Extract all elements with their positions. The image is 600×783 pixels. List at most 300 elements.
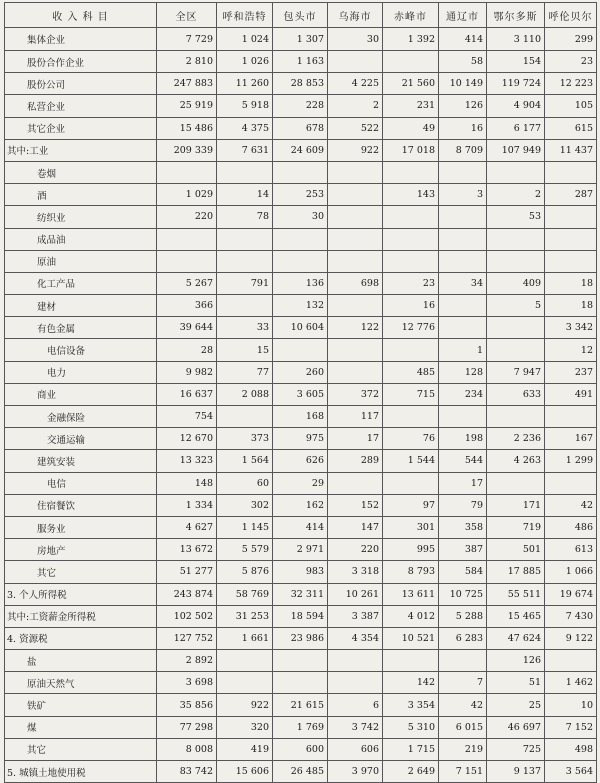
cell-hulunbuir: 3 342 xyxy=(545,317,597,339)
cell-baotou xyxy=(273,228,328,250)
cell-tongliao: 3 xyxy=(439,184,487,206)
cell-region-total: 13 672 xyxy=(157,539,217,561)
cell-hohhot xyxy=(217,228,273,250)
row-label: 交通运输 xyxy=(5,428,157,450)
cell-ordos xyxy=(487,406,545,428)
cell-chifeng: 10 521 xyxy=(383,627,439,649)
row-label: 商业 xyxy=(5,383,157,405)
cell-region-total: 5 267 xyxy=(157,272,217,294)
cell-chifeng: 49 xyxy=(383,117,439,139)
row-label: 其中:工业 xyxy=(5,139,157,161)
cell-chifeng: 143 xyxy=(383,184,439,206)
row-label: 化工产品 xyxy=(5,272,157,294)
cell-hulunbuir: 613 xyxy=(545,539,597,561)
cell-baotou: 162 xyxy=(273,494,328,516)
table-body xyxy=(5,28,597,783)
cell-tongliao: 7 151 xyxy=(439,761,487,783)
cell-tongliao xyxy=(439,206,487,228)
cell-hulunbuir: 9 122 xyxy=(545,627,597,649)
row-label: 其中:工资薪金所得税 xyxy=(5,605,157,627)
cell-baotou: 678 xyxy=(273,117,328,139)
cell-hohhot: 78 xyxy=(217,206,273,228)
cell-ordos: 2 xyxy=(487,184,545,206)
row-label: 房地产 xyxy=(5,539,157,561)
cell-baotou: 32 311 xyxy=(273,583,328,605)
cell-chifeng: 17 018 xyxy=(383,139,439,161)
cell-chifeng xyxy=(383,650,439,672)
cell-hulunbuir xyxy=(545,406,597,428)
cell-region-total: 28 xyxy=(157,339,217,361)
cell-chifeng: 1 715 xyxy=(383,738,439,760)
cell-wuhai: 3 742 xyxy=(328,716,383,738)
cell-wuhai xyxy=(328,206,383,228)
row-label: 住宿餐饮 xyxy=(5,494,157,516)
cell-wuhai: 152 xyxy=(328,494,383,516)
cell-ordos: 2 236 xyxy=(487,428,545,450)
cell-region-total: 3 698 xyxy=(157,672,217,694)
cell-baotou: 136 xyxy=(273,272,328,294)
cell-region-total: 83 742 xyxy=(157,761,217,783)
row-label: 集体企业 xyxy=(5,28,157,51)
cell-tongliao: 234 xyxy=(439,383,487,405)
cell-region-total: 366 xyxy=(157,295,217,317)
cell-hulunbuir: 1 462 xyxy=(545,672,597,694)
table-row xyxy=(5,627,597,649)
cell-ordos: 47 624 xyxy=(487,627,545,649)
cell-tongliao: 6 015 xyxy=(439,716,487,738)
row-label: 建筑安装 xyxy=(5,450,157,472)
header-baotou: 包头市 xyxy=(273,3,328,28)
cell-region-total xyxy=(157,161,217,183)
cell-tongliao: 126 xyxy=(439,95,487,117)
cell-tongliao: 16 xyxy=(439,117,487,139)
cell-region-total: 1 029 xyxy=(157,184,217,206)
table-row xyxy=(5,228,597,250)
cell-hulunbuir: 10 xyxy=(545,694,597,716)
cell-tongliao: 584 xyxy=(439,561,487,583)
cell-ordos: 51 xyxy=(487,672,545,694)
row-label: 其它 xyxy=(5,561,157,583)
cell-hulunbuir: 18 xyxy=(545,272,597,294)
table-row xyxy=(5,117,597,139)
cell-wuhai xyxy=(328,672,383,694)
cell-hulunbuir: 491 xyxy=(545,383,597,405)
cell-region-total: 51 277 xyxy=(157,561,217,583)
cell-tongliao: 387 xyxy=(439,539,487,561)
cell-ordos: 4 904 xyxy=(487,95,545,117)
row-label: 盐 xyxy=(5,650,157,672)
cell-hohhot: 302 xyxy=(217,494,273,516)
table-row xyxy=(5,738,597,760)
cell-hulunbuir xyxy=(545,228,597,250)
cell-region-total: 754 xyxy=(157,406,217,428)
table-row xyxy=(5,95,597,117)
row-label: 有色金属 xyxy=(5,317,157,339)
cell-tongliao: 414 xyxy=(439,28,487,51)
cell-ordos xyxy=(487,228,545,250)
row-label: 股份合作企业 xyxy=(5,51,157,73)
cell-ordos: 633 xyxy=(487,383,545,405)
cell-wuhai: 3 387 xyxy=(328,605,383,627)
cell-chifeng: 16 xyxy=(383,295,439,317)
table-row xyxy=(5,694,597,716)
cell-ordos: 15 465 xyxy=(487,605,545,627)
cell-baotou: 18 594 xyxy=(273,605,328,627)
table-row xyxy=(5,472,597,494)
cell-baotou xyxy=(273,672,328,694)
cell-wuhai xyxy=(328,339,383,361)
cell-chifeng: 97 xyxy=(383,494,439,516)
cell-hulunbuir xyxy=(545,161,597,183)
cell-tongliao: 219 xyxy=(439,738,487,760)
table-row xyxy=(5,73,597,95)
header-revenue-item: 收 入 科 目 xyxy=(5,3,157,28)
cell-ordos: 119 724 xyxy=(487,73,545,95)
cell-region-total: 148 xyxy=(157,472,217,494)
cell-hohhot: 15 xyxy=(217,339,273,361)
header-region-total: 全区 xyxy=(157,3,217,28)
cell-chifeng: 231 xyxy=(383,95,439,117)
cell-region-total: 77 298 xyxy=(157,716,217,738)
cell-hohhot: 5 579 xyxy=(217,539,273,561)
row-label: 3. 个人所得税 xyxy=(5,583,157,605)
cell-tongliao: 5 288 xyxy=(439,605,487,627)
cell-hulunbuir: 23 xyxy=(545,51,597,73)
cell-ordos xyxy=(487,250,545,272)
table-row xyxy=(5,161,597,183)
cell-region-total: 9 982 xyxy=(157,361,217,383)
cell-hulunbuir: 1 299 xyxy=(545,450,597,472)
cell-wuhai: 3 970 xyxy=(328,761,383,783)
cell-chifeng: 8 793 xyxy=(383,561,439,583)
cell-hohhot: 1 145 xyxy=(217,516,273,538)
table-row xyxy=(5,295,597,317)
cell-wuhai xyxy=(328,250,383,272)
cell-hulunbuir xyxy=(545,206,597,228)
table-row xyxy=(5,28,597,51)
cell-region-total: 7 729 xyxy=(157,28,217,51)
cell-ordos: 154 xyxy=(487,51,545,73)
cell-hohhot xyxy=(217,406,273,428)
row-label: 5. 城镇土地使用税 xyxy=(5,761,157,783)
cell-hulunbuir: 12 223 xyxy=(545,73,597,95)
cell-ordos xyxy=(487,161,545,183)
cell-tongliao: 17 xyxy=(439,472,487,494)
cell-chifeng xyxy=(383,51,439,73)
table-row xyxy=(5,761,597,783)
cell-ordos xyxy=(487,339,545,361)
cell-hohhot: 11 260 xyxy=(217,73,273,95)
cell-hohhot: 5 876 xyxy=(217,561,273,583)
cell-ordos: 4 263 xyxy=(487,450,545,472)
cell-wuhai: 289 xyxy=(328,450,383,472)
cell-baotou: 168 xyxy=(273,406,328,428)
cell-ordos: 107 949 xyxy=(487,139,545,161)
cell-baotou: 29 xyxy=(273,472,328,494)
cell-baotou: 10 604 xyxy=(273,317,328,339)
row-label: 纺织业 xyxy=(5,206,157,228)
cell-region-total: 209 339 xyxy=(157,139,217,161)
cell-chifeng xyxy=(383,228,439,250)
row-label: 电信设备 xyxy=(5,339,157,361)
cell-chifeng: 142 xyxy=(383,672,439,694)
cell-region-total: 12 670 xyxy=(157,428,217,450)
cell-tongliao: 58 xyxy=(439,51,487,73)
tax-revenue-table xyxy=(4,2,597,783)
cell-baotou xyxy=(273,250,328,272)
cell-tongliao: 128 xyxy=(439,361,487,383)
table-row xyxy=(5,250,597,272)
cell-baotou: 21 615 xyxy=(273,694,328,716)
cell-region-total: 102 502 xyxy=(157,605,217,627)
table-row xyxy=(5,561,597,583)
cell-hulunbuir xyxy=(545,250,597,272)
cell-wuhai: 606 xyxy=(328,738,383,760)
cell-baotou xyxy=(273,161,328,183)
row-label: 原油天然气 xyxy=(5,672,157,694)
table-header-row xyxy=(5,3,597,28)
header-wuhai: 乌海市 xyxy=(328,3,383,28)
cell-region-total: 8 008 xyxy=(157,738,217,760)
cell-hulunbuir: 18 xyxy=(545,295,597,317)
cell-baotou: 1 769 xyxy=(273,716,328,738)
cell-tongliao: 79 xyxy=(439,494,487,516)
cell-hulunbuir: 11 437 xyxy=(545,139,597,161)
cell-hohhot: 1 564 xyxy=(217,450,273,472)
cell-baotou: 228 xyxy=(273,95,328,117)
cell-baotou: 600 xyxy=(273,738,328,760)
cell-chifeng: 2 649 xyxy=(383,761,439,783)
cell-ordos: 171 xyxy=(487,494,545,516)
row-label: 建材 xyxy=(5,295,157,317)
table-row xyxy=(5,494,597,516)
table-row xyxy=(5,361,597,383)
cell-baotou: 30 xyxy=(273,206,328,228)
cell-wuhai: 6 xyxy=(328,694,383,716)
table-row xyxy=(5,206,597,228)
cell-wuhai xyxy=(328,51,383,73)
cell-hulunbuir: 615 xyxy=(545,117,597,139)
cell-region-total: 243 874 xyxy=(157,583,217,605)
cell-region-total: 127 752 xyxy=(157,627,217,649)
table-row xyxy=(5,605,597,627)
cell-hohhot: 2 088 xyxy=(217,383,273,405)
cell-chifeng: 12 776 xyxy=(383,317,439,339)
cell-chifeng xyxy=(383,472,439,494)
cell-ordos xyxy=(487,317,545,339)
table-row xyxy=(5,317,597,339)
cell-chifeng: 715 xyxy=(383,383,439,405)
cell-region-total: 2 892 xyxy=(157,650,217,672)
cell-chifeng: 21 560 xyxy=(383,73,439,95)
cell-hulunbuir: 486 xyxy=(545,516,597,538)
cell-baotou: 28 853 xyxy=(273,73,328,95)
cell-region-total: 13 323 xyxy=(157,450,217,472)
cell-hohhot: 77 xyxy=(217,361,273,383)
row-label: 酒 xyxy=(5,184,157,206)
cell-tongliao: 42 xyxy=(439,694,487,716)
cell-ordos: 7 947 xyxy=(487,361,545,383)
cell-ordos xyxy=(487,472,545,494)
cell-region-total: 2 810 xyxy=(157,51,217,73)
cell-baotou: 626 xyxy=(273,450,328,472)
table-row xyxy=(5,539,597,561)
table-row xyxy=(5,383,597,405)
cell-wuhai: 10 261 xyxy=(328,583,383,605)
cell-wuhai: 698 xyxy=(328,272,383,294)
cell-ordos: 501 xyxy=(487,539,545,561)
cell-wuhai xyxy=(328,472,383,494)
cell-chifeng: 4 012 xyxy=(383,605,439,627)
cell-tongliao: 198 xyxy=(439,428,487,450)
table-row xyxy=(5,716,597,738)
cell-ordos: 25 xyxy=(487,694,545,716)
header-tongliao: 通辽市 xyxy=(439,3,487,28)
cell-chifeng: 1 392 xyxy=(383,28,439,51)
cell-baotou: 975 xyxy=(273,428,328,450)
row-label: 铁矿 xyxy=(5,694,157,716)
cell-wuhai: 372 xyxy=(328,383,383,405)
cell-hohhot: 1 024 xyxy=(217,28,273,51)
cell-wuhai xyxy=(328,361,383,383)
cell-hohhot: 60 xyxy=(217,472,273,494)
cell-region-total: 15 486 xyxy=(157,117,217,139)
cell-hulunbuir: 19 674 xyxy=(545,583,597,605)
row-label: 服务业 xyxy=(5,516,157,538)
cell-baotou: 260 xyxy=(273,361,328,383)
cell-hohhot: 14 xyxy=(217,184,273,206)
cell-baotou: 983 xyxy=(273,561,328,583)
row-label: 煤 xyxy=(5,716,157,738)
cell-ordos: 9 137 xyxy=(487,761,545,783)
table-row xyxy=(5,450,597,472)
cell-wuhai: 147 xyxy=(328,516,383,538)
cell-ordos: 3 110 xyxy=(487,28,545,51)
cell-region-total: 39 644 xyxy=(157,317,217,339)
cell-wuhai: 2 xyxy=(328,95,383,117)
cell-hohhot xyxy=(217,161,273,183)
table-row xyxy=(5,184,597,206)
cell-hohhot: 1 661 xyxy=(217,627,273,649)
cell-baotou: 253 xyxy=(273,184,328,206)
table-row xyxy=(5,272,597,294)
cell-region-total: 16 637 xyxy=(157,383,217,405)
header-hohhot: 呼和浩特 xyxy=(217,3,273,28)
row-label: 成品油 xyxy=(5,228,157,250)
cell-wuhai: 4 225 xyxy=(328,73,383,95)
cell-baotou: 23 986 xyxy=(273,627,328,649)
cell-chifeng: 301 xyxy=(383,516,439,538)
cell-tongliao xyxy=(439,161,487,183)
table-row xyxy=(5,51,597,73)
cell-hohhot xyxy=(217,650,273,672)
cell-hohhot: 31 253 xyxy=(217,605,273,627)
cell-hulunbuir: 12 xyxy=(545,339,597,361)
cell-chifeng xyxy=(383,250,439,272)
row-label: 其它企业 xyxy=(5,117,157,139)
cell-hohhot: 320 xyxy=(217,716,273,738)
cell-tongliao xyxy=(439,317,487,339)
cell-region-total: 25 919 xyxy=(157,95,217,117)
cell-hulunbuir: 7 430 xyxy=(545,605,597,627)
cell-wuhai: 122 xyxy=(328,317,383,339)
cell-chifeng xyxy=(383,406,439,428)
cell-hohhot: 791 xyxy=(217,272,273,294)
header-chifeng: 赤峰市 xyxy=(383,3,439,28)
cell-hulunbuir: 7 152 xyxy=(545,716,597,738)
cell-tongliao: 34 xyxy=(439,272,487,294)
row-label: 原油 xyxy=(5,250,157,272)
cell-wuhai xyxy=(328,184,383,206)
cell-ordos: 55 511 xyxy=(487,583,545,605)
cell-hulunbuir: 3 564 xyxy=(545,761,597,783)
cell-chifeng: 13 611 xyxy=(383,583,439,605)
cell-wuhai xyxy=(328,161,383,183)
cell-ordos: 6 177 xyxy=(487,117,545,139)
cell-chifeng: 3 354 xyxy=(383,694,439,716)
cell-wuhai: 3 318 xyxy=(328,561,383,583)
cell-wuhai xyxy=(328,228,383,250)
cell-baotou: 24 609 xyxy=(273,139,328,161)
cell-wuhai: 30 xyxy=(328,28,383,51)
cell-chifeng: 23 xyxy=(383,272,439,294)
table-row xyxy=(5,672,597,694)
cell-baotou: 26 485 xyxy=(273,761,328,783)
table-row xyxy=(5,339,597,361)
cell-hulunbuir: 42 xyxy=(545,494,597,516)
cell-ordos: 17 885 xyxy=(487,561,545,583)
cell-hulunbuir xyxy=(545,650,597,672)
header-ordos: 鄂尔多斯 xyxy=(487,3,545,28)
cell-wuhai: 522 xyxy=(328,117,383,139)
cell-wuhai: 220 xyxy=(328,539,383,561)
cell-tongliao: 7 xyxy=(439,672,487,694)
table-row xyxy=(5,583,597,605)
cell-tongliao xyxy=(439,228,487,250)
row-label: 电力 xyxy=(5,361,157,383)
cell-hulunbuir: 299 xyxy=(545,28,597,51)
cell-region-total: 35 856 xyxy=(157,694,217,716)
cell-hulunbuir: 1 066 xyxy=(545,561,597,583)
cell-hohhot: 7 631 xyxy=(217,139,273,161)
cell-ordos: 725 xyxy=(487,738,545,760)
cell-baotou: 2 971 xyxy=(273,539,328,561)
cell-chifeng xyxy=(383,161,439,183)
cell-tongliao: 544 xyxy=(439,450,487,472)
cell-chifeng: 1 544 xyxy=(383,450,439,472)
cell-wuhai: 117 xyxy=(328,406,383,428)
row-label: 4. 资源税 xyxy=(5,627,157,649)
table-row xyxy=(5,516,597,538)
cell-hulunbuir: 105 xyxy=(545,95,597,117)
cell-ordos: 126 xyxy=(487,650,545,672)
cell-tongliao: 10 149 xyxy=(439,73,487,95)
row-label: 其它 xyxy=(5,738,157,760)
cell-hulunbuir: 287 xyxy=(545,184,597,206)
cell-hohhot: 33 xyxy=(217,317,273,339)
row-label: 电信 xyxy=(5,472,157,494)
cell-hohhot: 373 xyxy=(217,428,273,450)
cell-tongliao xyxy=(439,406,487,428)
cell-tongliao xyxy=(439,295,487,317)
cell-chifeng: 76 xyxy=(383,428,439,450)
cell-ordos: 719 xyxy=(487,516,545,538)
cell-region-total xyxy=(157,250,217,272)
row-label: 股份公司 xyxy=(5,73,157,95)
row-label: 私营企业 xyxy=(5,95,157,117)
row-label: 金融保险 xyxy=(5,406,157,428)
cell-baotou: 1 307 xyxy=(273,28,328,51)
